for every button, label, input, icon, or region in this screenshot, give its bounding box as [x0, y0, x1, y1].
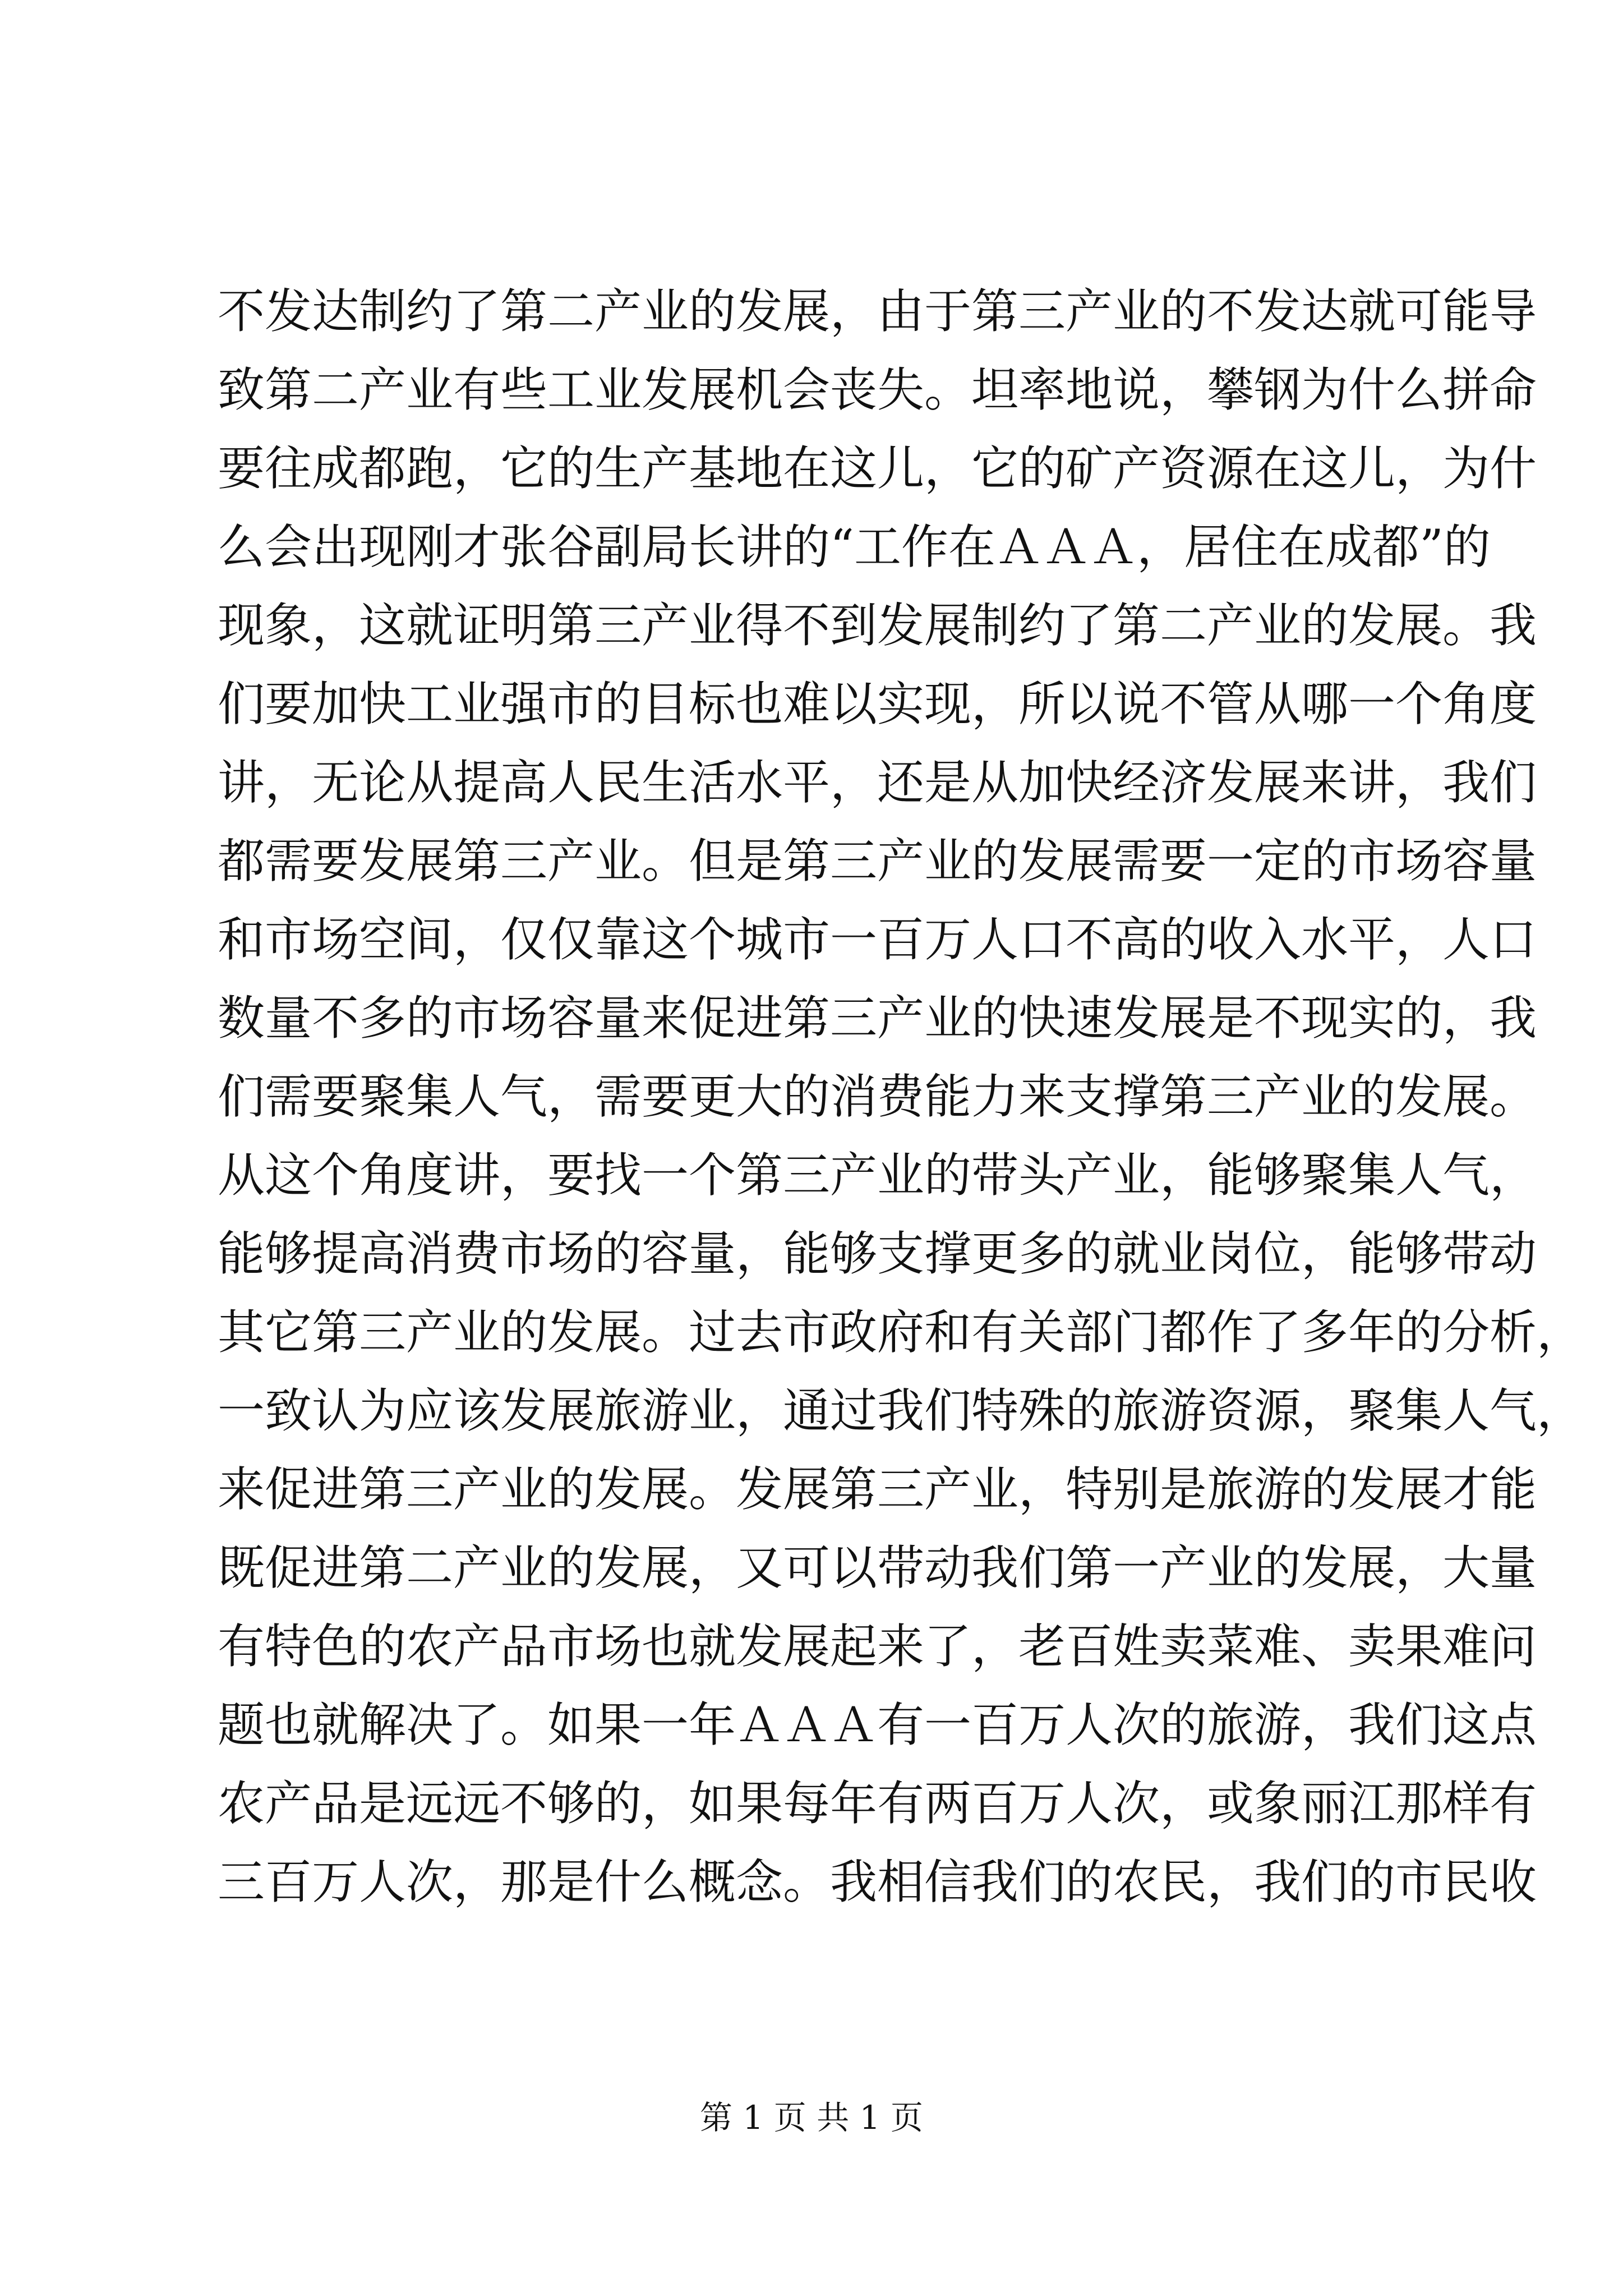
- text-line: 其它第三产业的发展。过去市政府和有关部门都作了多年的分析，: [218, 1305, 1584, 1360]
- text-line: 能够提高消费市场的容量，能够支撑更多的就业岗位，能够带动: [218, 1226, 1537, 1281]
- text-line: 和市场空间，仅仅靠这个城市一百万人口不高的收入水平，人口: [218, 912, 1537, 967]
- text-line: 不发达制约了第二产业的发展，由于第三产业的不发达就可能导: [218, 284, 1537, 339]
- body-text: [218, 272, 1584, 1921]
- text-line: 都需要发展第三产业。但是第三产业的发展需要一定的市场容量: [218, 834, 1537, 889]
- text-line: 题也就解决了。如果一年ＡＡＡ有一百万人次的旅游，我们这点: [218, 1697, 1537, 1752]
- text-line: 来促进第三产业的发展。发展第三产业，特别是旅游的发展才能: [218, 1462, 1537, 1517]
- text-line: 从这个角度讲，要找一个第三产业的带头产业，能够聚集人气，: [218, 1148, 1537, 1203]
- text-line: 农产品是远远不够的，如果每年有两百万人次，或象丽江那样有: [218, 1776, 1537, 1831]
- text-line: 们要加快工业强市的目标也难以实现，所以说不管从哪一个角度: [218, 677, 1537, 731]
- text-line: 致第二产业有些工业发展机会丧失。坦率地说，攀钢为什么拼命: [218, 362, 1537, 417]
- text-line: 么会出现刚才张谷副局长讲的“工作在ＡＡＡ，居住在成都”的: [218, 519, 1491, 574]
- text-line: 三百万人次，那是什么概念。我相信我们的农民，我们的市民收: [218, 1855, 1537, 1910]
- text-line: 现象，这就证明第三产业得不到发展制约了第二产业的发展。我: [218, 598, 1537, 653]
- text-line: 一致认为应该发展旅游业，通过我们特殊的旅游资源，聚集人气，: [218, 1383, 1584, 1438]
- text-line: 数量不多的市场容量来促进第三产业的快速发展是不现实的，我: [218, 991, 1537, 1046]
- text-line: 讲，无论从提高人民生活水平，还是从加快经济发展来讲，我们: [218, 755, 1537, 810]
- text-line: 要往成都跑，它的生产基地在这儿，它的矿产资源在这儿，为什: [218, 441, 1537, 496]
- text-line: 们需要聚集人气，需要更大的消费能力来支撑第三产业的发展。: [218, 1069, 1537, 1124]
- text-line: 既促进第二产业的发展，又可以带动我们第一产业的发展，大量: [218, 1540, 1537, 1595]
- page-footer: [0, 2095, 1623, 2140]
- text-line: 有特色的农产品市场也就发展起来了，老百姓卖菜难、卖果难问: [218, 1619, 1537, 1674]
- page-number-label: 第 1 页 共 1 页: [700, 2099, 923, 2137]
